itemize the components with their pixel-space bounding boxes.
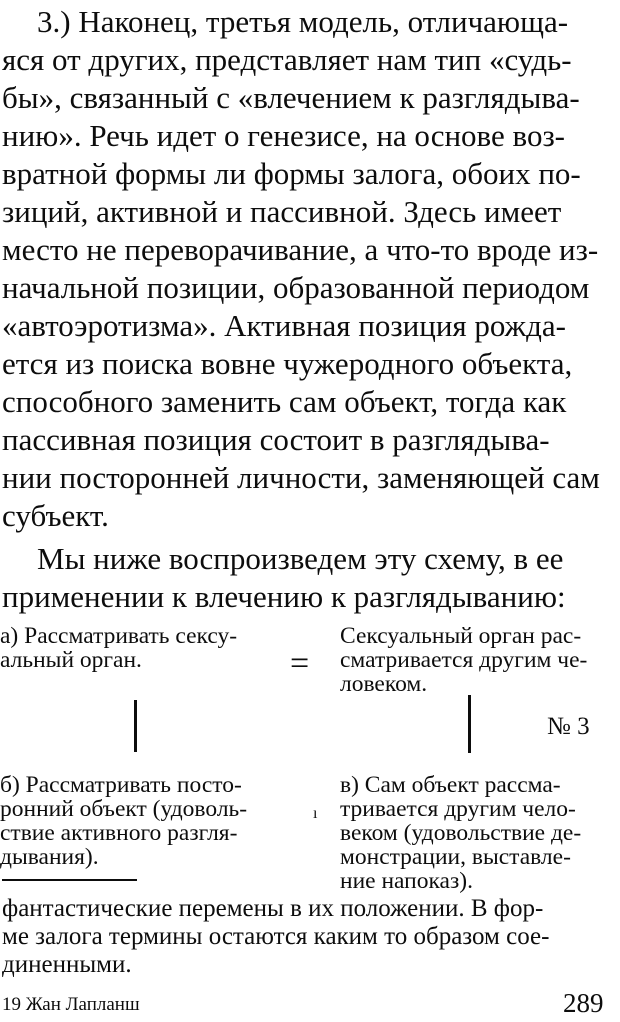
body-line: ется из поиска вовне чужеродного объекта,	[2, 346, 573, 381]
scheme-line: в) Сам объект рассма-	[340, 772, 561, 798]
scheme-line: Сексуальный орган рас-	[340, 623, 582, 649]
scheme-line: альный орган.	[0, 647, 142, 673]
scheme-line: ствие активного разгля-	[0, 820, 238, 846]
scheme-number: № 3	[547, 713, 590, 740]
right-vertical-line	[468, 695, 471, 753]
scheme-line: монстрации, выставле-	[340, 844, 571, 870]
body-line: яся от других, представляет нам тип «судь-	[2, 42, 572, 77]
scheme-line: б) Рассматривать посто-	[0, 772, 242, 798]
scheme-line: веком (удовольствие де-	[340, 820, 582, 846]
body-line: 3.) Наконец, третья модель, отличающа-	[37, 4, 569, 39]
scheme-cell-b	[0, 773, 247, 869]
scheme-line: ловеком.	[340, 671, 428, 697]
body-line: место не переворачивание, а что-то вроде из-	[2, 232, 599, 267]
body-line: применении к влечению к разглядыванию:	[2, 579, 566, 614]
body-line: вратной формы ли формы залога, обоих по-	[2, 156, 581, 191]
scheme-line: дывания).	[0, 844, 99, 870]
footnote-separator	[2, 879, 137, 881]
signature-mark: 19 Жан Лапланш	[2, 994, 140, 1015]
body-line: бы», связанный с «влечением к разглядыва-	[2, 80, 580, 115]
body-line: зиций, активной и пассивной. Здесь имеет	[2, 194, 562, 229]
stray-mark: ı	[313, 805, 318, 822]
body-line: начальной позиции, образованной периодом	[2, 270, 590, 305]
body-line: пассивная позиция состоит в разглядыва-	[2, 422, 550, 457]
scheme-line: сматривается другим че-	[340, 647, 588, 673]
scheme-cell-v	[340, 773, 581, 893]
scheme-line: а) Рассматривать сексу-	[0, 623, 238, 649]
equals-sign: =	[290, 645, 310, 682]
body-line: «автоэротизма». Активная позиция рожда-	[2, 308, 566, 343]
left-vertical-line	[134, 700, 137, 752]
footnote-line: ме залога термины остаются каким то образом сое-	[2, 923, 550, 950]
body-line: нии посторонней личности, заменяющей сам	[2, 460, 600, 495]
body-line: нию». Речь идет о генезисе, на основе воз-	[2, 118, 566, 153]
scheme-line: ронний объект (удоволь-	[0, 796, 248, 822]
page-number: 289	[563, 988, 604, 1018]
body-line: субъект.	[2, 498, 109, 533]
scheme-line: ние напоказ).	[340, 868, 473, 894]
body-line: способного заменить сам объект, тогда как	[2, 384, 567, 419]
scheme-line: тривается другим чело-	[340, 796, 576, 822]
body-line: Мы ниже воспроизведем эту схему, в ее	[37, 541, 564, 576]
footnote-line: диненными.	[2, 951, 132, 978]
scheme-cell-passive	[340, 624, 587, 696]
scheme-cell-a	[0, 624, 237, 672]
footnote-line: фантастические перемены в их положении. В фор-	[2, 895, 544, 922]
